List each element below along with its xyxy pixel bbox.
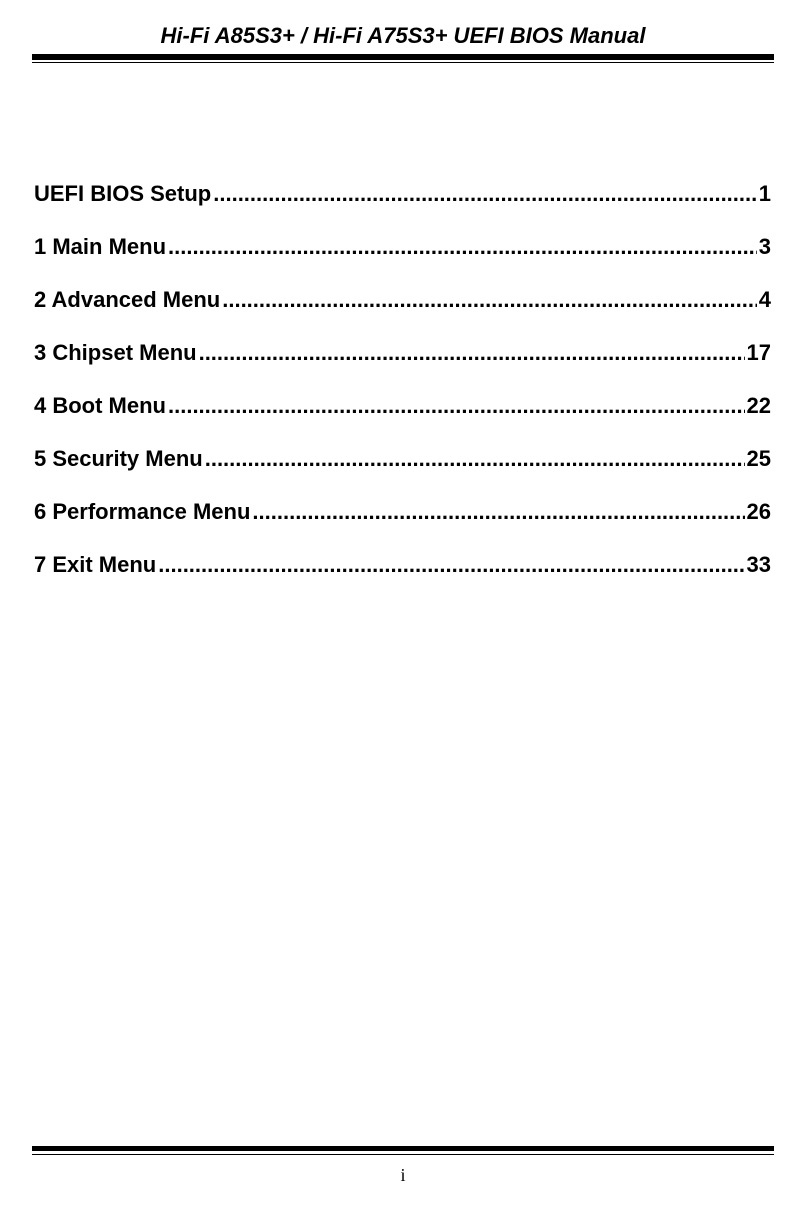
toc-entry-label: 1 Main Menu [34, 234, 167, 259]
toc-entry-page: 25 [746, 446, 771, 471]
toc-entry-label: 5 Security Menu [34, 446, 203, 471]
toc-entry[interactable] [34, 546, 771, 599]
header-rule-thick [32, 54, 774, 60]
toc-entry-page: 33 [746, 552, 771, 577]
toc-entry-label: 6 Performance Menu [34, 499, 251, 524]
toc-entry[interactable] [34, 175, 771, 228]
toc-entry-page: 3 [758, 234, 771, 259]
toc-entry-label: UEFI BIOS Setup [34, 181, 212, 206]
footer-rule-thin [32, 1154, 774, 1155]
toc-entry-page: 26 [746, 499, 771, 524]
table-of-contents [34, 175, 771, 599]
toc-dot-leader [252, 493, 744, 531]
toc-entry-page: 22 [746, 393, 771, 418]
toc-dot-leader [168, 228, 757, 266]
toc-entry-page: 17 [746, 340, 771, 365]
footer-rule-thick [32, 1146, 774, 1151]
toc-entry-page: 4 [758, 287, 771, 312]
toc-entry-label: 2 Advanced Menu [34, 287, 221, 312]
toc-entry-label: 3 Chipset Menu [34, 340, 197, 365]
toc-entry[interactable] [34, 228, 771, 281]
toc-dot-leader [168, 387, 745, 425]
toc-entry-label: 4 Boot Menu [34, 393, 166, 418]
toc-entry-label: 7 Exit Menu [34, 552, 157, 577]
toc-entry[interactable] [34, 440, 771, 493]
toc-dot-leader [158, 546, 744, 584]
page-number: i [400, 1165, 406, 1185]
toc-dot-leader [222, 281, 757, 319]
toc-entry[interactable] [34, 387, 771, 440]
header-rule-thin [32, 62, 774, 63]
toc-entry[interactable] [34, 281, 771, 334]
toc-entry[interactable] [34, 334, 771, 387]
toc-dot-leader [199, 334, 745, 372]
toc-dot-leader [205, 440, 745, 478]
toc-entry-page: 1 [758, 181, 771, 206]
toc-dot-leader [213, 175, 757, 213]
document-header-title: Hi-Fi A85S3+ / Hi-Fi A75S3+ UEFI BIOS Manual [160, 23, 646, 48]
toc-entry[interactable] [34, 493, 771, 546]
